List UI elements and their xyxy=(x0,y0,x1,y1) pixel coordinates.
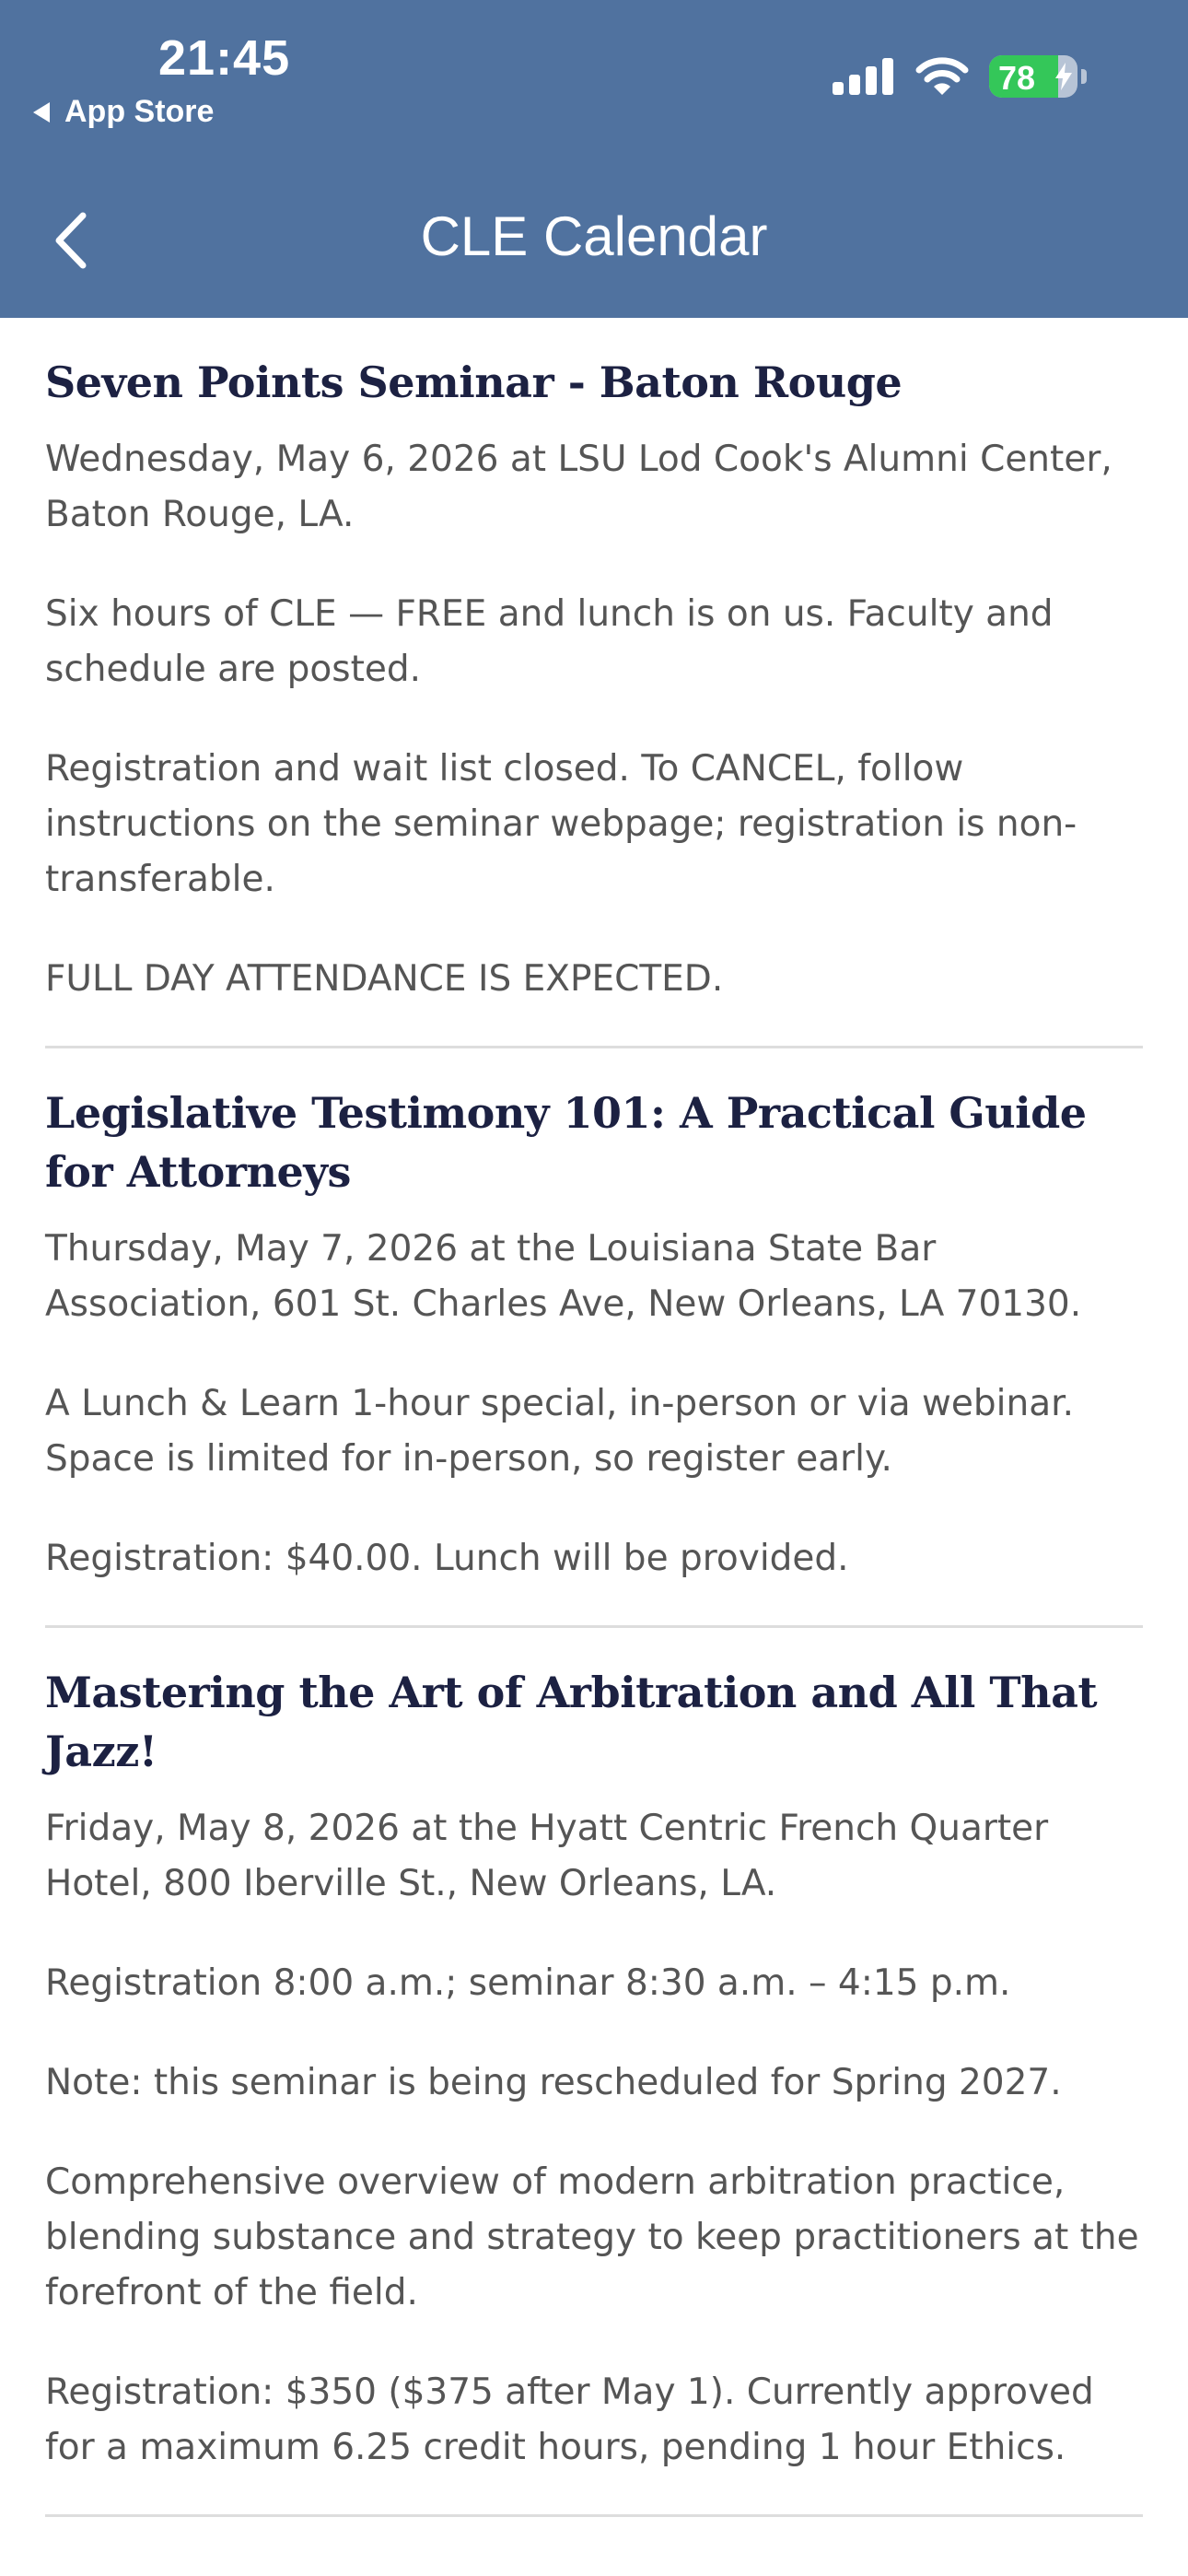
event-details: Six hours of CLE — FREE and lunch is on us. Faculty and schedule are posted. xyxy=(45,593,1054,690)
event-details: FULL DAY ATTENDANCE IS EXPECTED. xyxy=(45,958,724,1000)
event-details: Registration: $40.00. Lunch will be provided. xyxy=(45,1538,849,1579)
event-list xyxy=(45,318,1143,2517)
event-card xyxy=(45,1083,1143,1628)
page-title: CLE Calendar xyxy=(420,205,768,267)
event-title[interactable]: Seven Points Seminar - Baton Rouge xyxy=(45,357,903,407)
cellular-signal-icon xyxy=(833,58,895,95)
status-time: 21:45 xyxy=(158,30,291,86)
event-details: Wednesday, May 6, 2026 at LSU Lod Cook's Alumni Center, Baton Rouge, LA. xyxy=(45,439,1112,535)
battery-icon xyxy=(989,55,1077,98)
event-title[interactable]: Mastering the Art of Arbitration and All That Jazz! xyxy=(45,1668,1098,1776)
event-details: A Lunch & Learn 1-hour special, in-person or via webinar. Space is limited for in-person, so register early. xyxy=(45,1383,1074,1480)
wifi-icon xyxy=(915,57,969,96)
event-card xyxy=(45,353,1143,1048)
event-details: Registration: $350 ($375 after May 1). Currently approved for a maximum 6.25 credit hours, pending 1 hour Ethics. xyxy=(45,2371,1094,2468)
event-details: Registration 8:00 a.m.; seminar 8:30 a.m. – 4:15 p.m. xyxy=(45,1962,1011,2004)
event-details: Note: this seminar is being rescheduled for Spring 2027. xyxy=(45,2062,1062,2103)
event-card xyxy=(45,1663,1143,2517)
event-title[interactable]: Legislative Testimony 101: A Practical Guide for Attorneys xyxy=(45,1088,1087,1197)
event-details: Friday, May 8, 2026 at the Hyatt Centric French Quarter Hotel, 800 Iberville St., New Orleans, LA. xyxy=(45,1808,1049,1904)
event-details: Registration and wait list closed. To CANCEL, follow instructions on the seminar webpage; registration is non-transferable. xyxy=(45,748,1077,900)
battery-cap xyxy=(1081,69,1087,84)
event-details: Thursday, May 7, 2026 at the Louisiana State Bar Association, 601 St. Charles Ave, New Orleans, LA 70130. xyxy=(45,1228,1082,1325)
back-to-app-store[interactable] xyxy=(33,94,214,130)
event-details: Comprehensive overview of modern arbitration practice, blending substance and strategy to keep practitioners at the forefront of the field. xyxy=(45,2161,1139,2313)
header xyxy=(0,0,1188,318)
triangle-left-icon xyxy=(33,102,50,123)
battery-percent: 78 xyxy=(998,59,1036,97)
status-icons xyxy=(833,55,1087,98)
back-app-label: App Store xyxy=(64,94,215,129)
bolt-icon xyxy=(1055,63,1072,90)
